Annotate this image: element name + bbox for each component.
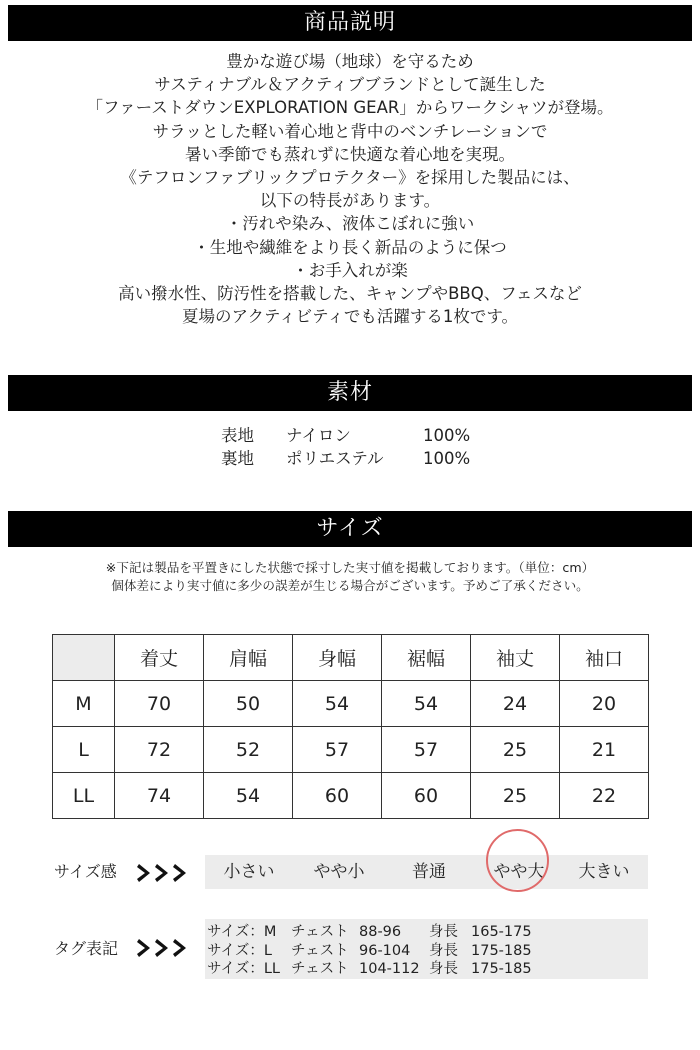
description-line: 暑い季節でも蒸れずに快適な着心地を実現。 (185, 144, 515, 164)
size-label: L (53, 727, 115, 773)
description-line: ・生地や繊維をより長く新品のように保つ (193, 237, 507, 257)
size-table-header: 肩幅 (204, 635, 293, 681)
tag-line (207, 960, 648, 979)
material-name: ポリエステル (286, 449, 384, 468)
table-cell: 22 (560, 773, 649, 819)
size-table-header: 身幅 (293, 635, 382, 681)
table-row (53, 727, 649, 773)
size-feel-option-selected: やや大 (493, 862, 545, 882)
table-cell: 50 (204, 681, 293, 727)
description-line: サラッとした軽い着心地と背中のベンチレーションで (152, 121, 548, 141)
size-table-header: 袖口 (560, 635, 649, 681)
material-list (0, 424, 700, 470)
size-label: LL (53, 773, 115, 819)
size-note-line: ※下記は製品を平置きにした状態で採寸した実寸値を掲載しております。（単位：cm） (105, 560, 595, 575)
tag-height-label: 身長 (429, 961, 458, 977)
size-feel-scale (205, 855, 648, 889)
tag-height-value: 165-175 (471, 924, 532, 940)
tag-chest-value: 96-104 (359, 942, 411, 959)
tag-height-value: 175-185 (471, 961, 532, 977)
table-row (53, 773, 649, 819)
size-feel-option: やや小 (313, 862, 365, 882)
section-header-size: サイズ (8, 511, 692, 547)
size-table (52, 634, 649, 819)
description-line: 豊かな遊び場（地球）を守るため (226, 52, 474, 71)
triple-arrow-icon (137, 937, 193, 959)
size-table-header: 着丈 (115, 635, 204, 681)
triple-arrow-icon (137, 862, 193, 884)
material-percent: 100% (423, 449, 471, 468)
size-table-header: 裾幅 (382, 635, 471, 681)
table-cell: 20 (560, 681, 649, 727)
description-line: ・お手入れが楽 (292, 260, 408, 280)
description-line: 以下の特長があります。 (259, 191, 441, 211)
tag-label: タグ表記 (54, 939, 119, 958)
tag-height-label: 身長 (429, 942, 458, 959)
tag-line (207, 923, 648, 942)
tag-chest-label: チェスト (291, 924, 349, 940)
size-note-line: 個体差により実寸値に多少の誤差が生じる場合がございます。予めご了承ください。 (111, 578, 589, 593)
size-feel-option: 普通 (412, 862, 446, 882)
tag-chest-value: 104-112 (359, 961, 420, 977)
table-cell: 74 (115, 773, 204, 819)
size-label: M (53, 681, 115, 727)
description-line: 高い撥水性、防汚性を搭載した、キャンプやBBQ、フェスなど (118, 284, 582, 304)
table-cell: 25 (471, 773, 560, 819)
table-cell: 72 (115, 727, 204, 773)
tag-line (207, 942, 648, 961)
description-line: 「ファーストダウンEXPLORATION GEAR」からワークシャツが登場。 (86, 98, 614, 118)
table-cell: 52 (204, 727, 293, 773)
table-cell: 54 (382, 681, 471, 727)
tag-chest-label: チェスト (291, 961, 349, 977)
table-cell: 21 (560, 727, 649, 773)
material-name: ナイロン (286, 426, 351, 445)
material-percent: 100% (423, 426, 471, 445)
size-table-header: 袖丈 (471, 635, 560, 681)
table-cell: 57 (382, 727, 471, 773)
tag-size: サイズ：LL (207, 961, 280, 977)
tag-chest-label: チェスト (291, 942, 349, 959)
tag-chest-value: 88-96 (359, 924, 402, 940)
material-row (0, 447, 700, 470)
table-cell: 60 (382, 773, 471, 819)
section-header-description: 商品説明 (8, 5, 692, 41)
size-note (0, 559, 700, 595)
table-cell: 25 (471, 727, 560, 773)
table-cell: 60 (293, 773, 382, 819)
size-table-header-row (53, 635, 649, 681)
tag-size: サイズ：L (207, 942, 272, 959)
description-line: ・汚れや染み、液体こぼれに強い (225, 214, 475, 234)
material-part: 表地 (221, 426, 254, 445)
tag-info-box (205, 919, 648, 979)
table-cell: 57 (293, 727, 382, 773)
table-cell: 54 (293, 681, 382, 727)
size-feel-highlight-circle (486, 829, 549, 892)
material-part: 裏地 (221, 449, 254, 468)
size-feel-option: 小さい (223, 862, 275, 882)
tag-size: サイズ：M (207, 924, 277, 940)
table-cell: 24 (471, 681, 560, 727)
description-line: 《テフロンファブリックプロテクター》を採用した製品には、 (120, 168, 580, 188)
description-line: 夏場のアクティビティでも活躍する1枚です。 (181, 307, 519, 327)
table-cell: 70 (115, 681, 204, 727)
section-header-material: 素材 (8, 375, 692, 411)
tag-height-label: 身長 (429, 924, 458, 940)
material-row (0, 424, 700, 447)
description-line: サスティナブル＆アクティブブランドとして誕生した (154, 75, 546, 95)
product-description (0, 50, 700, 328)
table-row (53, 681, 649, 727)
size-feel-option: 大きい (578, 862, 630, 882)
table-cell: 54 (204, 773, 293, 819)
tag-height-value: 175-185 (471, 942, 532, 959)
size-table-corner (53, 635, 115, 681)
size-feel-label: サイズ感 (54, 862, 117, 881)
